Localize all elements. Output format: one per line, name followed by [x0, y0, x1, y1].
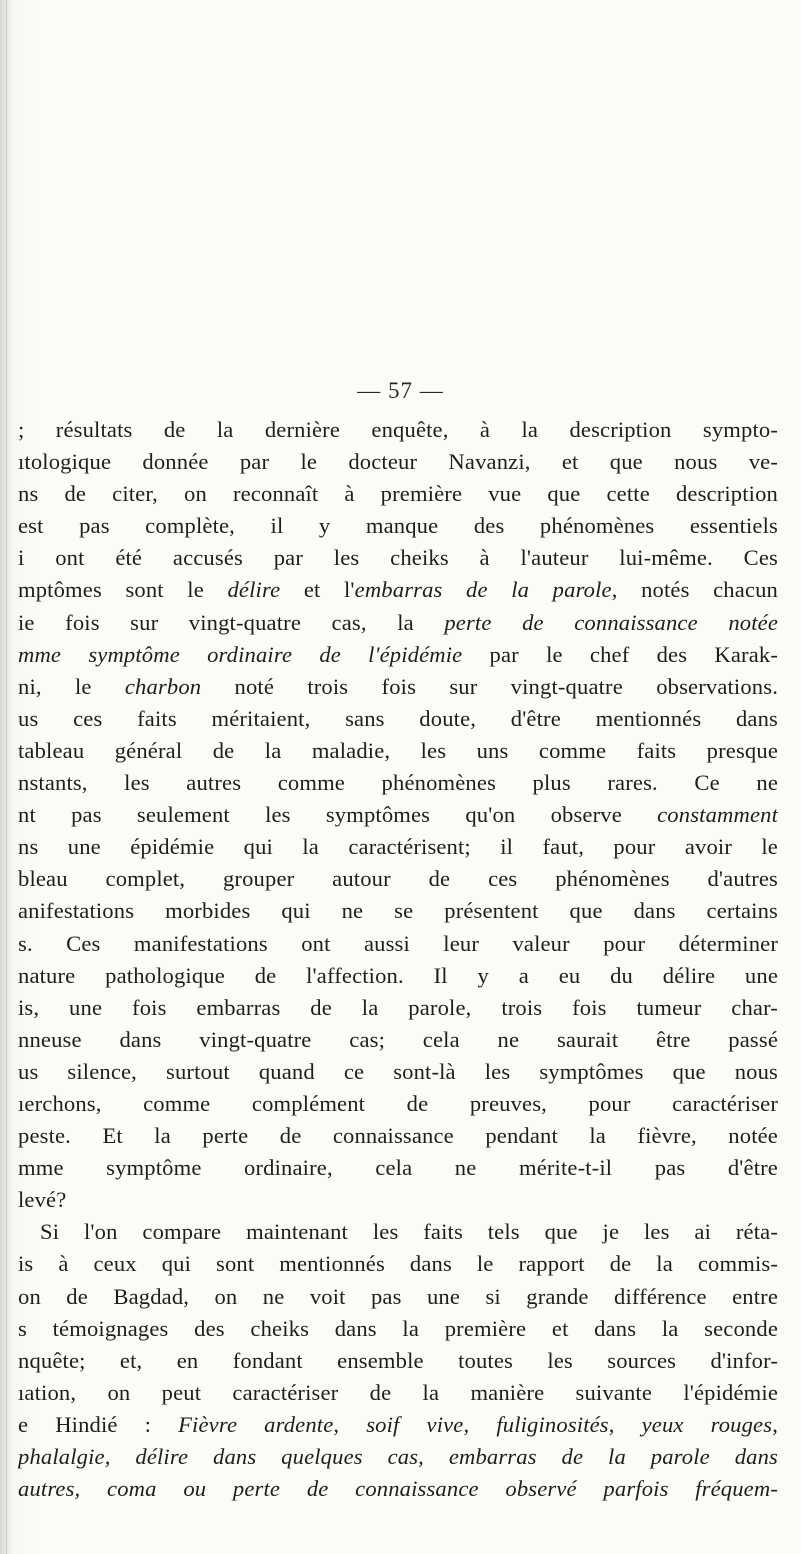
italic-text: constamment — [657, 802, 778, 828]
italic-text: mme symptôme ordinaire de l'épidémie — [18, 641, 463, 667]
text-segment: anifestations morbides qui ne se présentent que dans certains — [18, 898, 778, 924]
text-segment: ; résultats de la dernière enquête, à la description sympto- — [18, 417, 778, 442]
italic-text: charbon — [124, 673, 202, 699]
text-segment: i ont été accusés par les cheiks à l'auteur lui-même. Ces — [18, 545, 778, 571]
text-line — [18, 574, 778, 606]
text-line — [18, 671, 778, 703]
text-segment: e Hindié : — [18, 1411, 179, 1437]
text-segment: tableau général de la maladie, les uns comme faits presque — [18, 737, 778, 763]
text-segment: , — [333, 1411, 367, 1437]
text-line — [18, 895, 778, 927]
text-segment: peste. Et la perte de connaissance pendant la fièvre, notée — [18, 1123, 778, 1149]
italic-text: phalalgie, délire dans quelques cas, embarras de la parole dans — [18, 1444, 778, 1469]
text-line — [18, 1248, 778, 1280]
text-segment: , — [772, 1411, 778, 1437]
text-line — [18, 542, 778, 574]
text-segment: mme symptôme ordinaire, cela ne mérite-t-il pas d'être — [18, 1155, 778, 1181]
text-segment: , notés chacun — [611, 577, 778, 603]
italic-text: soif vive — [366, 1411, 464, 1437]
italic-text: fuliginosités — [496, 1411, 609, 1437]
italic-text: délire — [227, 577, 281, 603]
italic-text: autres, coma ou perte de connaissance observé parfois fréquem- — [18, 1476, 778, 1502]
text-segment: ıation, on peut caractériser de la manière suivante l'épidémie — [18, 1379, 778, 1405]
italic-text: yeux rouges — [641, 1411, 773, 1437]
text-segment: us silence, surtout quand ce sont-là les symptômes que nous — [18, 1058, 778, 1084]
text-line — [18, 510, 778, 542]
text-segment: nature pathologique de l'affection. Il y a eu du délire une — [18, 962, 778, 988]
text-line — [18, 607, 778, 639]
text-line — [18, 831, 778, 863]
text-segment: is à ceux qui sont mentionnés dans le rapport de la commis- — [18, 1251, 778, 1277]
body-text — [18, 414, 778, 1505]
text-segment: ni, le — [18, 673, 125, 699]
text-line — [18, 703, 778, 735]
text-segment: Si l'on compare maintenant les faits tels que je les ai réta- — [40, 1219, 778, 1245]
text-segment: , — [608, 1411, 642, 1437]
text-line — [18, 1056, 778, 1088]
text-segment: par le chef des Karak- — [462, 641, 778, 667]
text-line — [18, 478, 778, 510]
text-segment: noté trois fois sur vingt-quatre observations. — [201, 673, 778, 699]
italic-text: perte de connaissance notée — [444, 609, 778, 635]
text-line — [18, 992, 778, 1024]
text-segment: , — [463, 1411, 497, 1437]
text-line — [18, 1409, 778, 1441]
page-number: — 57 — — [357, 378, 444, 403]
text-segment: nt pas seulement les symptômes qu'on observe — [18, 802, 658, 828]
italic-text: Fièvre ardente — [178, 1411, 334, 1437]
text-line — [18, 799, 778, 831]
text-segment: ie fois sur vingt-quatre cas, la — [18, 609, 445, 635]
text-line — [18, 1473, 778, 1505]
text-segment: est pas complète, il y manque des phénomènes essentiels — [18, 513, 778, 539]
text-segment: levé? — [18, 1187, 67, 1213]
text-segment: ıtologique donnée par le docteur Navanzi, et que nous ve- — [18, 449, 778, 475]
text-line — [18, 767, 778, 799]
text-line — [18, 1313, 778, 1345]
text-line — [18, 414, 778, 446]
text-line — [18, 446, 778, 478]
text-line — [18, 1377, 778, 1409]
text-line — [18, 863, 778, 895]
text-line — [18, 1120, 778, 1152]
text-line — [18, 960, 778, 992]
text-line — [18, 639, 778, 671]
text-segment: ns une épidémie qui la caractérisent; il faut, pour avoir le — [18, 834, 778, 860]
text-line — [18, 1441, 778, 1473]
text-segment: nstants, les autres comme phénomènes plus rares. Ce ne — [18, 770, 778, 796]
text-segment: et l' — [280, 577, 355, 603]
italic-text: embarras de la parole — [354, 577, 612, 603]
text-line — [18, 1088, 778, 1120]
gutter-line — [6, 0, 7, 1554]
text-line — [18, 735, 778, 767]
text-line — [18, 1345, 778, 1377]
text-segment: nquête; et, en fondant ensemble toutes les sources d'infor- — [18, 1347, 778, 1373]
text-line — [18, 1281, 778, 1313]
text-segment: us ces faits méritaient, sans doute, d'être mentionnés dans — [18, 705, 778, 731]
text-segment: mptômes sont le — [18, 577, 228, 603]
text-line — [18, 1152, 778, 1184]
text-line — [18, 1024, 778, 1056]
text-segment: s. Ces manifestations ont aussi leur valeur pour déterminer — [18, 930, 778, 956]
text-segment: ns de citer, on reconnaît à première vue que cette description — [18, 481, 778, 507]
text-line — [18, 1216, 778, 1248]
text-segment: on de Bagdad, on ne voit pas une si grande différence entre — [18, 1283, 778, 1309]
text-segment: bleau complet, grouper autour de ces phénomènes d'autres — [18, 866, 778, 892]
text-segment: ıerchons, comme complément de preuves, pour caractériser — [18, 1090, 778, 1116]
text-line — [18, 1184, 778, 1216]
text-segment: s témoignages des cheiks dans la première et dans la seconde — [18, 1315, 778, 1341]
text-segment: is, une fois embarras de la parole, trois fois tumeur char- — [18, 994, 778, 1020]
text-line — [18, 928, 778, 960]
text-segment: nneuse dans vingt-quatre cas; cela ne saurait être passé — [18, 1026, 778, 1052]
